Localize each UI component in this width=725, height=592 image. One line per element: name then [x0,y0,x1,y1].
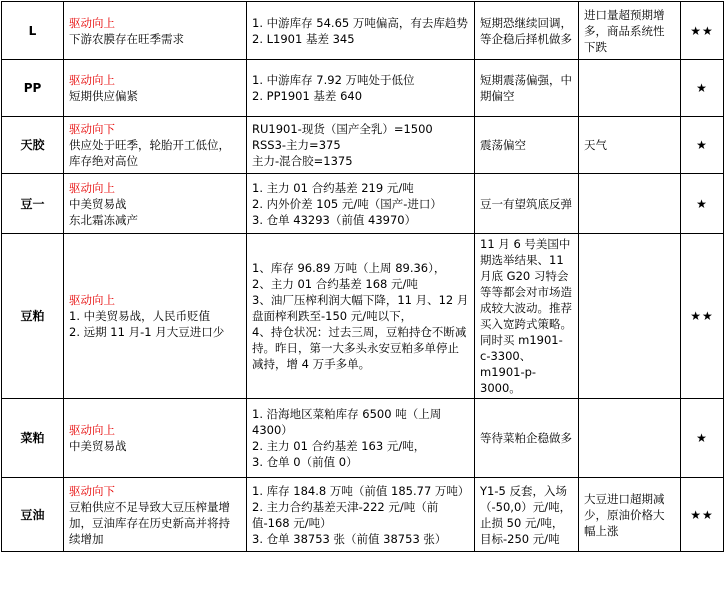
data-cell-line: 1. 中游库存 54.65 万吨偏高，有去库趋势 [252,15,468,30]
view-cell [475,234,579,399]
table-row [2,2,724,60]
rating-stars: ★★ [681,478,724,552]
rating-stars: ★ [681,174,724,234]
commodity-strategy-table [1,1,724,552]
risk-cell [579,234,681,399]
drivers-cell [64,174,247,234]
data-cell-line: 4、持仓状况：过去三周，豆粕持仓不断减持。昨日，第一大多头永安豆粕多单停止减持，增 4 万手多单。 [252,325,467,371]
data-cell [247,117,475,174]
data-cell-line: 1. 库存 184.8 万吨（前值 185.77 万吨） [252,483,470,498]
data-cell-line: 3. 仓单 0（前值 0） [252,455,358,469]
view-cell [475,117,579,174]
drivers-cell-line: 中美贸易战 [69,439,127,453]
view-cell [475,399,579,478]
data-cell-line: 主力-混合胶=1375 [252,154,353,168]
table-row [2,60,724,117]
data-cell-line: 3、油厂压榨利润大幅下降，11 月、12 月盘面榨利跌至-150 元/吨以下， [252,293,469,323]
table-row [2,478,724,552]
commodity-name: L [2,2,64,60]
rating-stars: ★★ [681,2,724,60]
table-row [2,174,724,234]
view-cell [475,174,579,234]
data-cell [247,60,475,117]
drive-direction: 驱动向上 [69,293,115,307]
view-cell [475,60,579,117]
drivers-cell-line: 下游农膜存在旺季需求 [69,31,184,46]
data-cell-line: 3. 仓单 38753 张（前值 38753 张） [252,531,447,546]
table-row [2,234,724,399]
drivers-cell-line: 东北霜冻减产 [69,212,138,227]
drivers-cell [64,478,247,552]
table-row [2,399,724,478]
drive-direction: 驱动向上 [69,423,115,437]
drivers-cell-line: 1. 中美贸易战，人民币贬值 [69,309,211,323]
commodity-name: PP [2,60,64,117]
data-cell-line: 2. 主力 01 合约基差 163 元/吨， [252,439,426,453]
commodity-name: 天胶 [2,117,64,174]
risk-cell [579,117,681,174]
risk-cell [579,174,681,234]
view-cell [475,478,579,552]
drive-direction: 驱动向上 [69,15,115,30]
commodity-name: 菜粕 [2,399,64,478]
data-cell-line: RU1901-现货（国产全乳）=1500 [252,122,433,136]
data-cell [247,174,475,234]
data-cell-line: 2. 主力合约基差天津-222 元/吨（前值-168 元/吨） [252,499,439,530]
drivers-cell-line: 短期供应偏紧 [69,89,138,103]
data-cell-line: 1. 沿海地区菜粕库存 6500 吨（上周 4300） [252,407,442,437]
data-cell-line: 1. 中游库存 7.92 万吨处于低位 [252,73,415,87]
data-cell-line: RSS3-主力=375 [252,138,341,152]
table-body [2,2,724,552]
rating-stars: ★ [681,60,724,117]
commodity-name: 豆油 [2,478,64,552]
data-cell-line: 2、主力 01 合约基差 168 元/吨 [252,277,418,291]
drivers-cell-line: 供应处于旺季，轮胎开工低位，库存绝对高位 [69,138,230,168]
drivers-cell-line: 豆粕供应不足导致大豆压榨量增加，豆油库存在历史新高并将持续增加 [69,499,230,546]
drivers-cell [64,117,247,174]
drivers-cell [64,234,247,399]
drive-direction: 驱动向上 [69,180,115,195]
drivers-cell-line: 2. 远期 11 月-1 月大豆进口少 [69,325,225,339]
data-cell-line: 3. 仓单 43293（前值 43970） [252,212,417,227]
view-cell-line: 等待菜粕企稳做多 [480,431,572,445]
commodity-name: 豆粕 [2,234,64,399]
commodity-name: 豆一 [2,174,64,234]
risk-cell-line: 大豆进口超期减少，原油价格大幅上涨 [584,491,665,538]
drivers-cell [64,60,247,117]
risk-cell-line: 天气 [584,138,607,152]
data-cell-line: 1. 主力 01 合约基差 219 元/吨 [252,180,414,195]
drive-direction: 驱动向下 [69,483,115,498]
data-cell [247,478,475,552]
drivers-cell-line: 中美贸易战 [69,196,127,211]
drive-direction: 驱动向上 [69,73,115,87]
drivers-cell [64,2,247,60]
data-cell-line: 2. PP1901 基差 640 [252,89,363,103]
risk-cell [579,60,681,117]
data-cell [247,234,475,399]
drive-direction: 驱动向下 [69,122,115,136]
table-row [2,117,724,174]
risk-cell [579,2,681,60]
view-cell-line: 短期恐继续回调，等企稳后择机做多 [480,15,572,46]
view-cell-line: 11 月 6 号美国中期选举结果、11 月底 G20 习特会等等都会对市场造成较大波动。推荐买入宽跨式策略。同时买 m1901-c-3300、m1901-p-3000。 [480,237,572,395]
data-cell-line: 2. L1901 基差 345 [252,31,355,46]
risk-cell [579,478,681,552]
data-cell-line: 1、库存 96.89 万吨（上周 89.36）， [252,261,446,275]
rating-stars: ★ [681,399,724,478]
view-cell [475,2,579,60]
risk-cell-line: 进口量超预期增多，商品系统性下跌 [584,7,665,54]
drivers-cell [64,399,247,478]
rating-stars: ★ [681,117,724,174]
view-cell-line: 震荡偏空 [480,138,526,152]
data-cell [247,399,475,478]
data-cell [247,2,475,60]
risk-cell [579,399,681,478]
view-cell-line: Y1-5 反套，入场（-50,0）元/吨，止损 50 元/吨，目标-250 元/吨 [480,483,572,546]
rating-stars: ★★ [681,234,724,399]
view-cell-line: 短期震荡偏强，中期偏空 [480,73,572,103]
view-cell-line: 豆一有望筑底反弹 [480,196,572,211]
data-cell-line: 2. 内外价差 105 元/吨（国产-进口） [252,196,442,211]
